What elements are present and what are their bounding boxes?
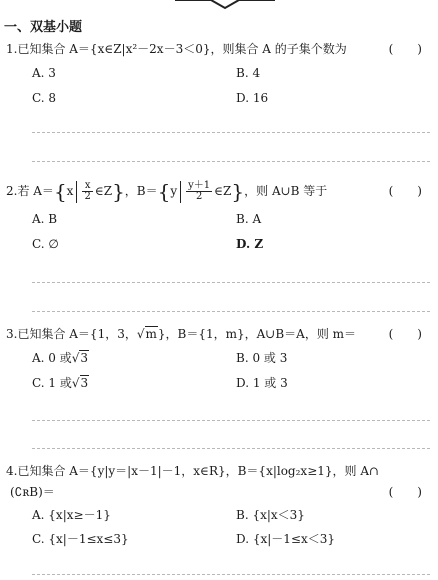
section-title: 一、双基小题 (4, 20, 83, 35)
question-4 (6, 462, 436, 550)
fraction-x-over-2: $\frac{x}{2}$ (84, 180, 91, 202)
header-tab-shape (175, 0, 275, 12)
option-b[interactable]: B. A (236, 212, 262, 226)
option-c[interactable]: C. 1 或√3 (32, 376, 89, 390)
answer-line (32, 161, 430, 162)
option-b[interactable]: B. 0 或 3 (236, 351, 288, 365)
answer-line (32, 574, 430, 575)
answer-line (32, 311, 430, 312)
answer-line (32, 420, 430, 421)
question-3-stem-suffix: }，B＝{1，m}，A∪B＝A，则 m＝ (157, 327, 357, 341)
question-4-stem-line-1: 4.已知集合 A＝{y|y＝|x－1|－1，x∈R}，B＝{x|log₂x≥1}，则 A∩ (6, 464, 380, 478)
answer-line (32, 132, 430, 133)
set-a-var: x (66, 184, 74, 198)
option-d[interactable]: D. 1 或 3 (236, 376, 288, 390)
option-c[interactable]: C. ∅ (32, 237, 59, 251)
set-a-tail: ∈Z (94, 184, 113, 198)
question-3-stem-prefix: 3.已知集合 A＝{1，3， (6, 327, 137, 341)
option-b[interactable]: B. {x|x＜3} (236, 508, 305, 522)
option-a[interactable]: A. 0 或√3 (32, 351, 89, 365)
sqrt-m: m (145, 327, 157, 341)
answer-line (32, 282, 430, 283)
answer-bracket: ( ) (388, 327, 422, 341)
question-2-stem-suffix: ，则 A∪B 等于 (244, 184, 328, 198)
set-b-prefix: ，B＝ (124, 184, 158, 198)
answer-bracket: ( ) (388, 42, 422, 56)
option-d[interactable]: D. Z (236, 237, 264, 251)
answer-bracket: ( ) (388, 184, 422, 198)
question-3: 3.已知集合 A＝{1，3，√m}，B＝{1，m}，A∪B＝A，则 m＝ ( ) A. 0 或√3 B. 0 或 3 C. 1 或√3 D. 1 或 3 (6, 325, 436, 394)
question-2: 2.若 A＝{x $\frac{x}{2}$ ∈Z}，B＝{y $\frac{y+1}{2}$ ∈Z}，则 A∪B 等于 ( ) A. B B. A C. ∅ D. Z (6, 178, 436, 255)
question-2-stem-prefix: 2.若 A＝ (6, 184, 54, 198)
option-d[interactable]: D. 16 (236, 91, 269, 105)
fraction-y-plus-1-over-2: $\frac{y+1}{2}$ (188, 180, 211, 202)
question-4-stem-line-2: (∁ʀB)＝ (10, 485, 55, 499)
question-1-stem: 1.已知集合 A＝{x∈Z|x²－2x－3＜0}，则集合 A 的子集个数为 (6, 42, 347, 56)
option-b[interactable]: B. 4 (236, 66, 261, 80)
set-b-var: y (170, 184, 178, 198)
option-a[interactable]: A. 3 (32, 66, 56, 80)
option-a[interactable]: A. B (32, 212, 58, 226)
option-d[interactable]: D. {x|－1≤x＜3} (236, 532, 335, 546)
set-b-tail: ∈Z (214, 184, 232, 198)
answer-line (32, 448, 430, 449)
option-a[interactable]: A. {x|x≥－1} (32, 508, 111, 522)
answer-bracket: ( ) (388, 485, 422, 499)
option-c[interactable]: C. {x|－1≤x≤3} (32, 532, 129, 546)
question-1 (6, 40, 436, 109)
option-c[interactable]: C. 8 (32, 91, 57, 105)
